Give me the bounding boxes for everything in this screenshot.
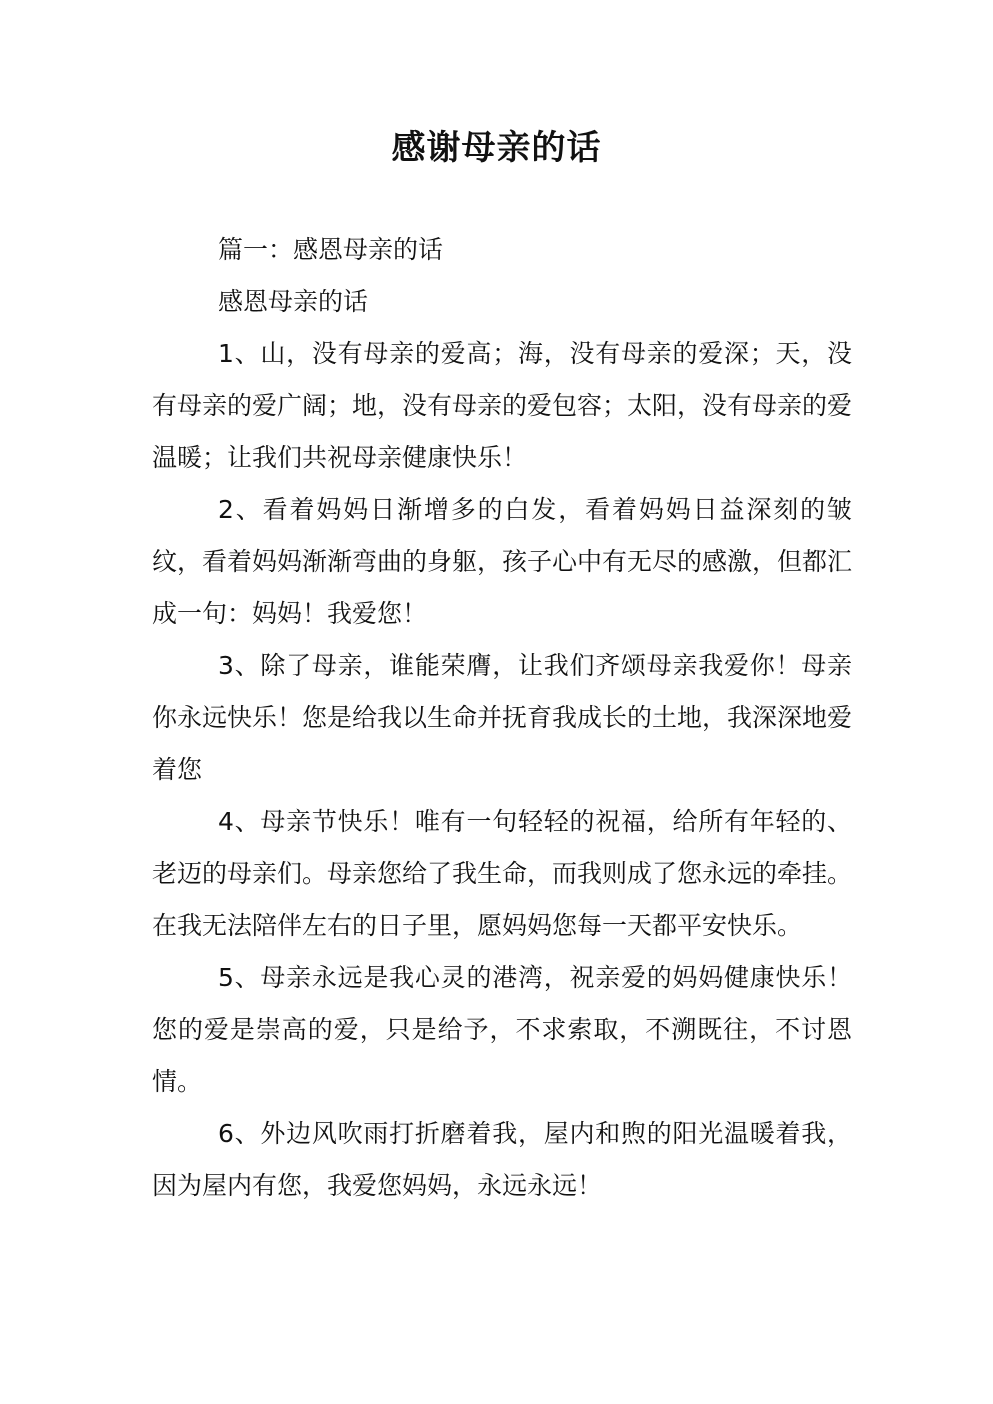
subsection-heading: 感恩母亲的话 <box>218 287 369 316</box>
paragraph-1: 1、山，没有母亲的爱高；海，没有母亲的爱深；天，没有母亲的爱广阔；地，没有母亲的爱包容；太阳，没有母亲的爱温暖；让我们共祝母亲健康快乐！ <box>152 339 853 472</box>
paragraph-3: 3、除了母亲，谁能荣膺，让我们齐颂母亲我爱你！母亲你永远快乐！您是给我以生命并抚育我成长的土地，我深深地爱着您 <box>152 651 853 784</box>
paragraph-5: 5、母亲永远是我心灵的港湾，祝亲爱的妈妈健康快乐！您的爱是崇高的爱，只是给予，不求索取，不溯既往，不讨恩情。 <box>152 963 852 1096</box>
section-heading: 篇一：感恩母亲的话 <box>218 235 444 264</box>
paragraph-4: 4、母亲节快乐！唯有一句轻轻的祝福，给所有年轻的、老迈的母亲们。母亲您给了我生命，而我则成了您永远的牵挂。在我无法陪伴左右的日子里，愿妈妈您每一天都平安快乐。 <box>152 807 853 940</box>
document-body <box>152 224 852 1212</box>
paragraph-2: 2、看着妈妈日渐增多的白发，看着妈妈日益深刻的皱纹，看着妈妈渐渐弯曲的身躯，孩子心中有无尽的感激，但都汇成一句：妈妈！我爱您！ <box>152 495 853 628</box>
paragraph-6: 6、外边风吹雨打折磨着我，屋内和煦的阳光温暖着我，因为屋内有您，我爱您妈妈，永远永远！ <box>152 1119 852 1200</box>
document-title: 感谢母亲的话 <box>391 128 602 168</box>
